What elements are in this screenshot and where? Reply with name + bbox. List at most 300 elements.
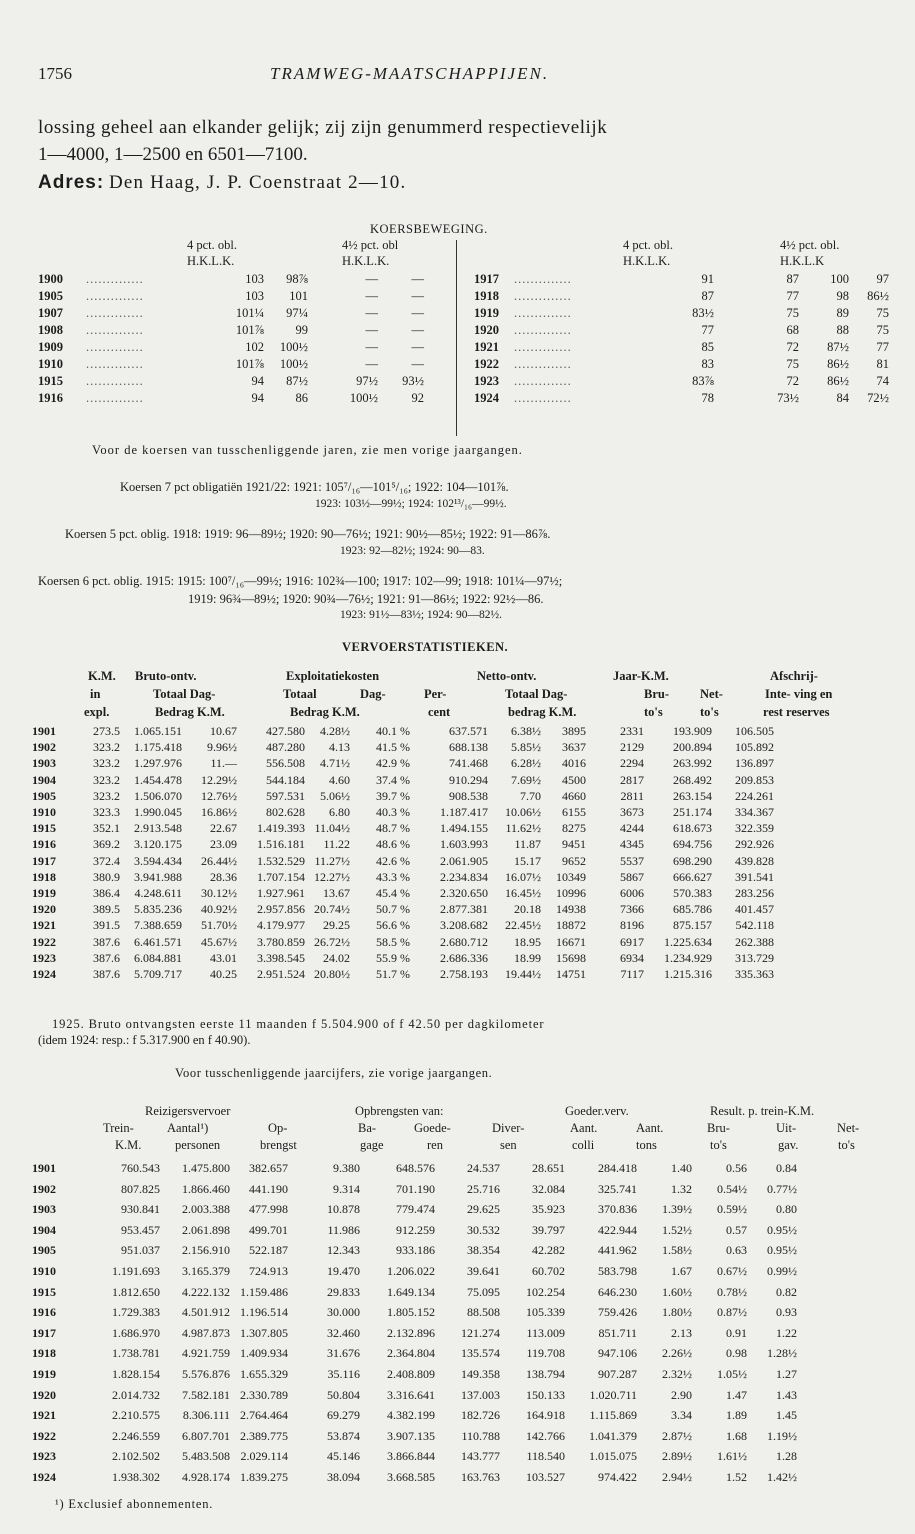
koers-right-d: 75 xyxy=(876,323,889,337)
vervoer-head1-4: Jaar-K.M. xyxy=(613,669,669,683)
vervoer-cell: 5537 xyxy=(620,853,644,868)
reizigers-cell: 370.836 xyxy=(598,1202,637,1217)
vervoer-cell: 6934 xyxy=(620,950,644,965)
koers-right-row xyxy=(474,373,889,390)
vervoer-cell: 910.294 xyxy=(449,772,488,787)
vervoer-head2-3: Dag- xyxy=(360,687,386,701)
reizigers-cell: 42.282 xyxy=(532,1243,565,1258)
reizigers-cell: 1.32 xyxy=(671,1181,692,1196)
reizigers-cell: 1902 xyxy=(32,1181,56,1196)
koers-right-row xyxy=(474,356,889,373)
reizigers-cell: 1.58½ xyxy=(662,1243,692,1258)
reizigers-cell: 912.259 xyxy=(396,1222,435,1237)
vervoer-table xyxy=(32,723,774,982)
reizigers-head2-8: Bru- xyxy=(707,1121,730,1135)
reizigers-cell: 724.913 xyxy=(249,1263,288,1278)
reizigers-cell: 2.061.898 xyxy=(182,1222,230,1237)
reizigers-row xyxy=(32,1179,797,1200)
reizigers-cell: 851.711 xyxy=(598,1325,637,1340)
koers-left-year: 1916 xyxy=(38,391,63,405)
vervoer-head3-1: Bedrag K.M. xyxy=(155,705,225,719)
vervoer-cell: 43.01 xyxy=(210,950,237,965)
vervoer-cell: 30.12½ xyxy=(201,886,237,901)
koers-left-row xyxy=(38,288,424,305)
koers-left-b: 97¼ xyxy=(286,306,308,320)
vervoer-cell: 37.4 % xyxy=(376,772,410,787)
vervoer-cell: 2.686.336 xyxy=(440,950,488,965)
reizigers-cell: 1.649.134 xyxy=(387,1284,435,1299)
reizigers-cell: 2.210.575 xyxy=(112,1408,160,1423)
reizigers-cell: 182.726 xyxy=(461,1408,500,1423)
vervoer-cell: 4.60 xyxy=(329,772,350,787)
reizigers-row xyxy=(32,1158,797,1179)
vervoer-cell: 48.6 % xyxy=(376,837,410,852)
vervoer-cell: 7117 xyxy=(620,967,644,982)
vervoer-head3-7: rest reserves xyxy=(763,705,830,719)
vervoer-note-3: Voor tusschenliggende jaarcijfers, zie vorige jaargangen. xyxy=(175,1066,493,1080)
vervoer-title: VERVOERSTATISTIEKEN. xyxy=(342,640,509,654)
vervoer-head2-4: Per- xyxy=(424,687,447,701)
vervoer-cell: 42.9 % xyxy=(376,756,410,771)
reizigers-head3-0: K.M. xyxy=(115,1138,142,1152)
koers-right-c: 98 xyxy=(836,289,849,303)
koers-right-a: 83 xyxy=(701,357,714,371)
reizigers-cell: 75.095 xyxy=(467,1284,500,1299)
reizigers-cell: 441.190 xyxy=(249,1181,288,1196)
koers-right-c: 100 xyxy=(830,272,849,286)
koers-right-b: 77 xyxy=(786,289,799,303)
reizigers-cell: 1.729.383 xyxy=(112,1305,160,1320)
vervoer-cell: 1920 xyxy=(32,902,56,917)
koers-left-year: 1905 xyxy=(38,289,63,303)
vervoer-head2-6: Bru- xyxy=(644,687,669,701)
koers-right-c: 86½ xyxy=(827,357,849,371)
vervoer-cell: 352.1 xyxy=(93,821,120,836)
koers-left-c: — xyxy=(365,289,378,303)
koers-left-c: — xyxy=(365,306,378,320)
reizigers-cell: 284.418 xyxy=(598,1161,637,1175)
reizigers-cell: 1.67 xyxy=(671,1263,692,1278)
vervoer-head1-3: Netto-ontv. xyxy=(477,669,537,683)
vervoer-cell: 1.990.045 xyxy=(134,805,182,820)
vervoer-cell: 42.6 % xyxy=(376,853,410,868)
koers-right-h1b: H.K.L.K. xyxy=(623,254,671,268)
vervoer-cell: 1.707.154 xyxy=(257,869,305,884)
reizigers-cell: 1921 xyxy=(32,1408,56,1423)
vervoer-row xyxy=(32,853,774,869)
vervoer-cell: 6.28½ xyxy=(511,756,541,771)
reizigers-cell: 2.32½ xyxy=(662,1366,692,1381)
koers-right-year: 1917 xyxy=(474,272,499,286)
vervoer-cell: 51.7 % xyxy=(376,967,410,982)
leader-dots: .............. xyxy=(86,391,144,405)
vervoer-cell: 9451 xyxy=(562,837,586,852)
vervoer-cell: 16.45½ xyxy=(505,886,541,901)
koers-right-h2b: H.K.L.K xyxy=(780,254,825,268)
koers-note: Voor de koersen van tusschenliggende jaren, zie men vorige jaargangen. xyxy=(92,443,523,457)
reizigers-cell: 8.306.111 xyxy=(182,1408,230,1423)
reizigers-cell: 0.63 xyxy=(726,1243,747,1258)
koers-left-table xyxy=(38,271,424,407)
vervoer-cell: 597.531 xyxy=(266,788,305,803)
reizigers-cell: 1.89 xyxy=(726,1408,747,1423)
koers-left-b: 99 xyxy=(295,323,308,337)
reizigers-cell: 0.98 xyxy=(726,1346,747,1361)
reizigers-row xyxy=(32,1282,797,1303)
reizigers-cell: 4.382.199 xyxy=(387,1408,435,1423)
vervoer-cell: 3.208.682 xyxy=(440,918,488,933)
reizigers-cell: 947.106 xyxy=(598,1346,637,1361)
vervoer-cell: 694.756 xyxy=(673,837,712,852)
koers-right-year: 1919 xyxy=(474,306,499,320)
vervoer-cell: 11.22 xyxy=(323,837,350,852)
reizigers-cell: 1915 xyxy=(32,1284,56,1299)
reizigers-head2-9: Uit- xyxy=(776,1121,797,1135)
reizigers-cell: 3.316.641 xyxy=(387,1387,435,1402)
reizigers-cell: 118.540 xyxy=(526,1449,565,1464)
koers-right-d: 72½ xyxy=(867,391,889,405)
koers-right-d: 77 xyxy=(876,340,889,354)
koers-left-year: 1907 xyxy=(38,306,63,320)
reizigers-cell: 1.307.805 xyxy=(240,1325,288,1340)
vervoer-cell: 1.532.529 xyxy=(257,853,305,868)
vervoer-cell: 439.828 xyxy=(735,853,774,868)
vervoer-row xyxy=(32,885,774,901)
vervoer-cell: 323.2 xyxy=(93,788,120,803)
koers-right-year: 1924 xyxy=(474,391,499,405)
vervoer-row xyxy=(32,788,774,804)
intro-line-2: 1—4000, 1—2500 en 6501—7100. xyxy=(38,144,308,165)
reizigers-cell: 930.841 xyxy=(121,1202,160,1217)
vervoer-cell: 570.383 xyxy=(673,886,712,901)
reizigers-cell: 69.279 xyxy=(327,1408,360,1423)
vervoer-cell: 323.2 xyxy=(93,772,120,787)
vervoer-cell: 26.72½ xyxy=(314,934,350,949)
reizigers-cell: 3.866.844 xyxy=(387,1449,435,1464)
reizigers-cell: 1.115.869 xyxy=(589,1408,637,1423)
vervoer-cell: 7.70 xyxy=(520,788,541,803)
vervoer-cell: 22.45½ xyxy=(505,918,541,933)
vervoer-cell: 48.7 % xyxy=(376,821,410,836)
vervoer-row xyxy=(32,966,774,982)
vervoer-cell: 323.2 xyxy=(93,740,120,755)
vervoer-cell: 9652 xyxy=(562,853,586,868)
reizigers-cell: 477.998 xyxy=(249,1202,288,1217)
koers-right-b: 68 xyxy=(786,323,799,337)
vervoer-cell: 15.17 xyxy=(514,853,541,868)
vervoer-cell: 380.9 xyxy=(93,869,120,884)
leader-dots: .............. xyxy=(514,391,572,405)
vervoer-cell: 40.1 % xyxy=(376,724,410,738)
vervoer-row xyxy=(32,901,774,917)
vervoer-cell: 51.70½ xyxy=(201,918,237,933)
reizigers-cell: 28.651 xyxy=(532,1161,565,1175)
leader-dots: .............. xyxy=(514,340,572,354)
leader-dots: .............. xyxy=(514,374,572,388)
vervoer-cell: 372.4 xyxy=(93,853,120,868)
koers-right-d: 81 xyxy=(876,357,889,371)
vervoer-cell: 1.927.961 xyxy=(257,886,305,901)
reizigers-cell: 6.807.701 xyxy=(182,1428,230,1443)
vervoer-head2-0: in xyxy=(90,687,101,701)
vervoer-cell: 2.061.905 xyxy=(440,853,488,868)
koers-right-c: 86½ xyxy=(827,374,849,388)
reizigers-cell: 3.34 xyxy=(671,1408,692,1423)
vervoer-cell: 1903 xyxy=(32,756,56,771)
reizigers-row xyxy=(32,1261,797,1282)
reizigers-cell: 0.54½ xyxy=(717,1181,747,1196)
vervoer-cell: 1.297.976 xyxy=(134,756,182,771)
koers-left-row xyxy=(38,390,424,407)
vervoer-cell: 16.86½ xyxy=(201,805,237,820)
koers-right-a: 91 xyxy=(701,272,714,286)
vervoer-cell: 2.877.381 xyxy=(440,902,488,917)
reizigers-cell: 1.805.152 xyxy=(387,1305,435,1320)
vervoer-cell: 556.508 xyxy=(266,756,305,771)
reizigers-cell: 105.339 xyxy=(526,1305,565,1320)
koers-right-b: 72 xyxy=(786,340,799,354)
koers-right-row xyxy=(474,390,889,407)
reizigers-row xyxy=(32,1405,797,1426)
reizigers-cell: 5.483.508 xyxy=(182,1449,230,1464)
vervoer-cell: 18.99 xyxy=(514,950,541,965)
reizigers-cell: 759.426 xyxy=(598,1305,637,1320)
reizigers-cell: 1.839.275 xyxy=(240,1469,288,1484)
reizigers-cell: 0.56 xyxy=(726,1161,747,1175)
vervoer-cell: 43.3 % xyxy=(376,869,410,884)
reizigers-cell: 0.95½ xyxy=(767,1243,797,1258)
vervoer-cell: 2.951.524 xyxy=(257,967,305,982)
reizigers-cell: 1920 xyxy=(32,1387,56,1402)
vervoer-head2-1: Totaal Dag- xyxy=(153,687,216,701)
vervoer-head2-5: Totaal Dag- xyxy=(505,687,568,701)
koers-right-b: 75 xyxy=(786,306,799,320)
vervoer-cell: 55.9 % xyxy=(376,950,410,965)
koers-left-c: — xyxy=(365,323,378,337)
reizigers-cell: 2.90 xyxy=(671,1387,692,1402)
reizigers-cell: 0.99½ xyxy=(767,1263,797,1278)
reizigers-cell: 30.532 xyxy=(467,1222,500,1237)
reizigers-cell: 807.825 xyxy=(121,1181,160,1196)
vervoer-cell: 391.5 xyxy=(93,918,120,933)
leader-dots: .............. xyxy=(86,357,144,371)
vervoer-row xyxy=(32,723,774,739)
vervoer-cell: 18872 xyxy=(556,918,586,933)
reizigers-cell: 2.132.896 xyxy=(387,1325,435,1340)
vervoer-cell: 391.541 xyxy=(735,869,774,884)
vervoer-cell: 323.3 xyxy=(93,805,120,820)
vervoer-cell: 58.5 % xyxy=(376,934,410,949)
reizigers-cell: 1.52½ xyxy=(662,1222,692,1237)
vervoer-cell: 1902 xyxy=(32,740,56,755)
vervoer-head1-5: Afschrij- xyxy=(770,669,818,683)
reizigers-cell: 583.798 xyxy=(598,1263,637,1278)
reizigers-cell: 1910 xyxy=(32,1263,56,1278)
vervoer-cell: 10349 xyxy=(556,869,586,884)
reizigers-cell: 422.944 xyxy=(598,1222,637,1237)
reizigers-head3-8: to's xyxy=(710,1138,727,1152)
koers-left-row xyxy=(38,356,424,373)
reizigers-head2-5: Diver- xyxy=(492,1121,525,1135)
vervoer-cell: 2.957.856 xyxy=(257,902,305,917)
vervoer-cell: 13.67 xyxy=(323,886,350,901)
reizigers-cell: 3.668.585 xyxy=(387,1469,435,1484)
koers-right-c: 84 xyxy=(836,391,849,405)
vervoer-cell: 1.187.417 xyxy=(440,805,488,820)
reizigers-cell: 1.80½ xyxy=(662,1305,692,1320)
vervoer-row xyxy=(32,934,774,950)
vervoer-cell: 688.138 xyxy=(449,740,488,755)
reizigers-cell: 382.657 xyxy=(249,1161,288,1175)
reizigers-cell: 1.738.781 xyxy=(112,1346,160,1361)
vervoer-head2-7: Net- xyxy=(700,687,723,701)
vervoer-cell: 1905 xyxy=(32,788,56,803)
koers-right-d: 97 xyxy=(876,272,889,286)
koers-left-b: 86 xyxy=(295,391,308,405)
reizigers-cell: 50.804 xyxy=(327,1387,360,1402)
vervoer-cell: 6.461.571 xyxy=(134,934,182,949)
vervoer-cell: 9.96½ xyxy=(207,740,237,755)
reizigers-cell: 1.475.800 xyxy=(182,1161,230,1175)
reizigers-cell: 1.409.934 xyxy=(240,1346,288,1361)
reizigers-cell: 1.43 xyxy=(776,1387,797,1402)
reizigers-cell: 31.676 xyxy=(327,1346,360,1361)
vervoer-cell: 20.18 xyxy=(514,902,541,917)
reizigers-cell: 137.003 xyxy=(461,1387,500,1402)
koers-right-c: 88 xyxy=(836,323,849,337)
vervoer-cell: 5.06½ xyxy=(320,788,350,803)
koers-left-h1: 4 pct. obl. xyxy=(187,238,237,252)
reizigers-cell: 2.029.114 xyxy=(240,1449,288,1464)
reizigers-cell: 1.28 xyxy=(776,1449,797,1464)
vervoer-cell: 16.07½ xyxy=(505,869,541,884)
reizigers-cell: 2.003.388 xyxy=(182,1202,230,1217)
vervoer-cell: 2294 xyxy=(620,756,644,771)
reizigers-cell: 1918 xyxy=(32,1346,56,1361)
vervoer-cell: 741.468 xyxy=(449,756,488,771)
leader-dots: .............. xyxy=(86,340,144,354)
reizigers-cell: 0.67½ xyxy=(717,1263,747,1278)
reizigers-table xyxy=(32,1158,797,1488)
koers-left-a: 101⅞ xyxy=(235,357,264,371)
vervoer-cell: 105.892 xyxy=(735,740,774,755)
reizigers-cell: 4.501.912 xyxy=(182,1305,230,1320)
reizigers-cell: 779.474 xyxy=(396,1202,435,1217)
vervoer-cell: 1923 xyxy=(32,950,56,965)
koers-right-year: 1921 xyxy=(474,340,499,354)
reizigers-cell: 113.009 xyxy=(526,1325,565,1340)
koers-left-h1b: H.K.L.K. xyxy=(187,254,235,268)
reizigers-cell: 1.866.460 xyxy=(182,1181,230,1196)
vervoer-cell: 263.154 xyxy=(673,788,712,803)
reizigers-cell: 0.78½ xyxy=(717,1284,747,1299)
reizigers-cell: 0.95½ xyxy=(767,1222,797,1237)
reizigers-cell: 103.527 xyxy=(526,1469,565,1484)
vervoer-cell: 2.234.834 xyxy=(440,869,488,884)
vervoer-cell: 5.835.236 xyxy=(134,902,182,917)
vervoer-cell: 334.367 xyxy=(735,805,774,820)
reizigers-cell: 2.26½ xyxy=(662,1346,692,1361)
koers-divider xyxy=(456,240,457,436)
vervoer-cell: 8196 xyxy=(620,918,644,933)
vervoer-cell: 685.786 xyxy=(673,902,712,917)
vervoer-cell: 40.3 % xyxy=(376,805,410,820)
reizigers-head1-3: Result. p. trein-K.M. xyxy=(710,1104,815,1118)
koers-left-d: — xyxy=(411,272,424,286)
koers-right-b: 75 xyxy=(786,357,799,371)
reizigers-cell: 38.354 xyxy=(467,1243,500,1258)
vervoer-cell: 2.320.650 xyxy=(440,886,488,901)
reizigers-head3-9: gav. xyxy=(778,1138,799,1152)
vervoer-cell: 698.290 xyxy=(673,853,712,868)
vervoer-cell: 2331 xyxy=(620,724,644,738)
reizigers-cell: 2.330.789 xyxy=(240,1387,288,1402)
vervoer-cell: 19.44½ xyxy=(505,967,541,982)
vervoer-cell: 7366 xyxy=(620,902,644,917)
vervoer-cell: 487.280 xyxy=(266,740,305,755)
vervoer-cell: 200.894 xyxy=(673,740,712,755)
leader-dots: .............. xyxy=(86,306,144,320)
koers-left-year: 1909 xyxy=(38,340,63,354)
reizigers-cell: 88.508 xyxy=(467,1305,500,1320)
vervoer-cell: 40.92½ xyxy=(201,902,237,917)
vervoer-cell: 3.941.988 xyxy=(134,869,182,884)
vervoer-cell: 106.505 xyxy=(735,724,774,738)
koers-right-h1: 4 pct. obl. xyxy=(623,238,673,252)
koers-right-table xyxy=(474,271,889,407)
address-text: Den Haag, J. P. Coenstraat 2—10. xyxy=(108,172,407,193)
reizigers-cell: 1.191.693 xyxy=(112,1263,160,1278)
reizigers-cell: 0.77½ xyxy=(767,1181,797,1196)
reizigers-cell: 1.28½ xyxy=(767,1346,797,1361)
vervoer-head3-4: bedrag K.M. xyxy=(508,705,577,719)
vervoer-cell: 8275 xyxy=(562,821,586,836)
leader-dots: .............. xyxy=(514,357,572,371)
vervoer-row xyxy=(32,739,774,755)
koers-right-row xyxy=(474,271,889,288)
vervoer-cell: 4660 xyxy=(562,788,586,803)
vervoer-row xyxy=(32,950,774,966)
reizigers-cell: 0.82 xyxy=(776,1284,797,1299)
reizigers-cell: 522.187 xyxy=(249,1243,288,1258)
koers-left-year: 1900 xyxy=(38,272,63,286)
reizigers-cell: 1.68 xyxy=(726,1428,747,1443)
reizigers-cell: 2.408.809 xyxy=(387,1366,435,1381)
reizigers-head2-7: Aant. xyxy=(636,1121,664,1135)
koers-left-c: 97½ xyxy=(356,374,378,388)
vervoer-cell: 251.174 xyxy=(673,805,712,820)
koers-5pct-b: 1923: 92—82½; 1924: 90—83. xyxy=(340,545,485,557)
vervoer-cell: 4.248.611 xyxy=(134,886,182,901)
vervoer-cell: 40.25 xyxy=(210,967,237,982)
vervoer-cell: 4.71½ xyxy=(320,756,350,771)
vervoer-head1-1: Bruto-ontv. xyxy=(135,669,197,683)
vervoer-head3-3: cent xyxy=(428,705,451,719)
reizigers-cell: 32.084 xyxy=(532,1181,565,1196)
reizigers-cell: 974.422 xyxy=(598,1469,637,1484)
reizigers-cell: 1.40 xyxy=(671,1161,692,1175)
koers-left-b: 98⅞ xyxy=(286,272,308,286)
reizigers-row xyxy=(32,1385,797,1406)
vervoer-cell: 4.179.977 xyxy=(257,918,305,933)
koers-left-row xyxy=(38,339,424,356)
reizigers-cell: 1.52 xyxy=(726,1469,747,1484)
reizigers-cell: 39.797 xyxy=(532,1222,565,1237)
vervoer-cell: 26.44½ xyxy=(201,853,237,868)
reizigers-cell: 1.60½ xyxy=(662,1284,692,1299)
vervoer-cell: 224.261 xyxy=(735,788,774,803)
reizigers-cell: 12.343 xyxy=(327,1243,360,1258)
